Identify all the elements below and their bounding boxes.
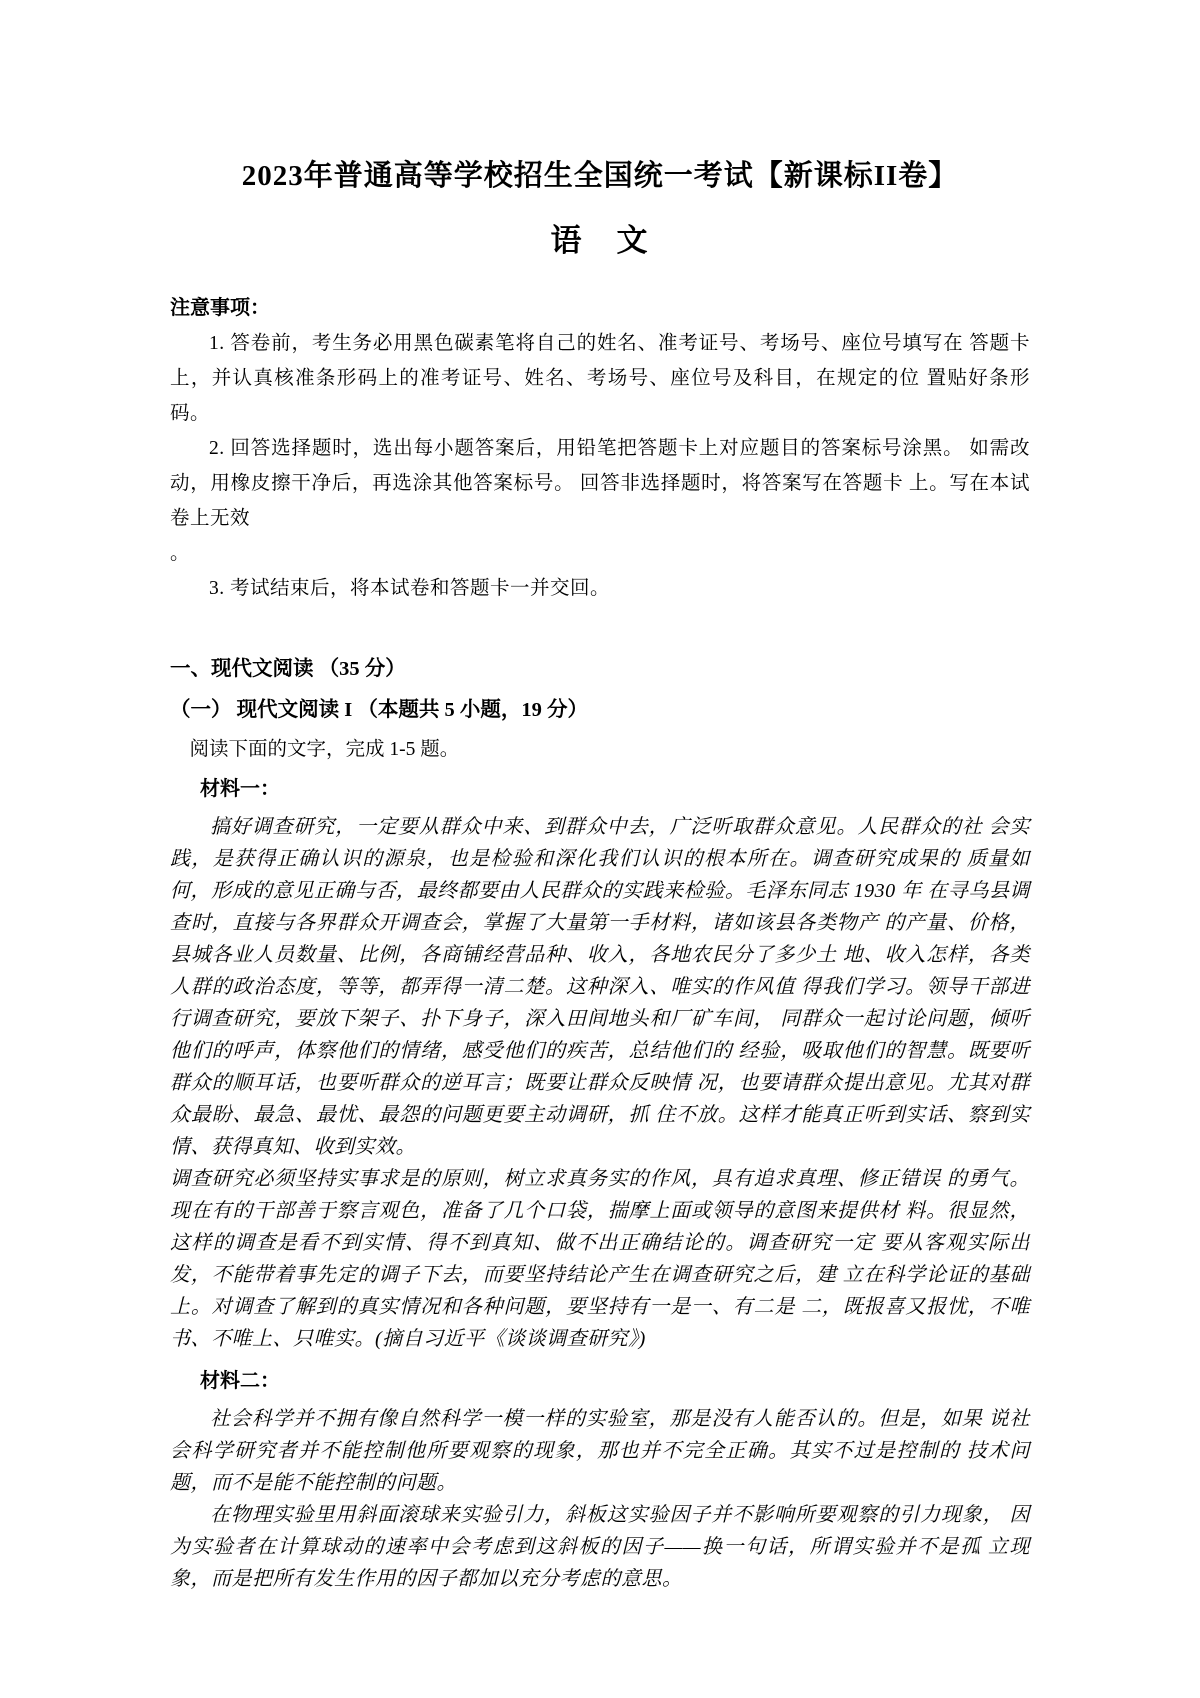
material-one-paragraph-1: 搞好调查研究，一定要从群众中来、到群众中去，广泛听取群众意见。人民群众的社 会实践，是获得正确认识的源泉，也是检验和深化我们认识的根本所在。调查研究成果的 质量如何，形成的意见正确与否，最终都要由人民群众的实践来检验。毛泽东同志 1930 年 在寻乌县调查时，直接与各界群众开调查会，掌握了大量第一手材料，诸如该县各类物产 的产量、价格，县城各业人员数量、比例，各商铺经营品种、收入，各地农民分了多少土 地、收入怎样，各类人群的政治态度，等等，都弄得一清二楚。这种深入、唯实的作风值 得我们学习。领导干部进行调查研究，要放下架子、扑下身子，深入田间地头和厂矿车间， 同群众一起讨论问题，倾听他们的呼声，体察他们的情绪，感受他们的疾苦，总结他们的 经验，吸取他们的智慧。既要听群众的顺耳话，也要听群众的逆耳言；既要让群众反映情 况，也要请群众提出意见。尤其对群众最盼、最急、最忧、最怨的问题更要主动调研，抓 住不放。这样才能真正听到实话、察到实情、获得真知、收到实效。 <box>170 815 1030 1158</box>
notice-item-3: 3. 考试结束后，将本试卷和答题卡一并交回。 <box>209 577 611 599</box>
section-modern-reading <box>170 656 1030 1595</box>
material-two-paragraph-2: 在物理实验里用斜面滚球来实验引力，斜板这实验因子并不影响所要观察的引力现象， 因为实验者在计算球动的速率中会考虑到这斜板的因子——换一句话，所谓实验并不是孤 立现象，而是把所有发生作用的因子都加以充分考虑的意思。 <box>170 1503 1030 1590</box>
subject-title: 语 文 <box>550 222 650 258</box>
material-one <box>170 776 1030 1355</box>
section-subheading: （一） 现代文阅读 I （本题共 5 小题，19 分） <box>170 698 588 721</box>
material-two-label: 材料二： <box>200 1369 280 1392</box>
notice-item-2: 2. 回答选择题时，选出每小题答案后，用铅笔把答题卡上对应题目的答案标号涂黑。 如需改动，用橡皮擦干净后，再选涂其他答案标号。 回答非选择题时，将答案写在答题卡 上。写在本试卷上无效 <box>170 437 1030 529</box>
notice-item-1: 1. 答卷前，考生务必用黑色碳素笔将自己的姓名、准考证号、考场号、座位号填写在 答题卡上，并认真核准条形码上的准考证号、姓名、考场号、座位号及科目，在规定的位 置贴好条形码。 <box>170 332 1030 424</box>
material-two <box>170 1368 1030 1595</box>
notice-heading: 注意事项： <box>170 296 270 319</box>
section-heading: 一、现代文阅读 （35 分） <box>170 657 406 680</box>
material-one-label: 材料一： <box>200 777 280 800</box>
notice-item-2-overflow-punctuation: 。 <box>170 542 191 564</box>
reading-instruction: 阅读下面的文字，完成 1-5 题。 <box>189 738 460 760</box>
material-one-paragraph-2: 调查研究必须坚持实事求是的原则，树立求真务实的作风，具有追求真理、修正错误 的勇气。现在有的干部善于察言观色，准备了几个口袋，揣摩上面或领导的意图来提供材 料。很显然，这样的调查是看不到实情、得不到真知、做不出正确结论的。调查研究一定 要从客观实际出发，不能带着事先定的调子下去，而要坚持结论产生在调查研究之后，建 立在科学论证的基础上。对调查了解到的真实情况和各种问题，要坚持有一是一、有二是 二，既报喜又报忧，不唯书、不唯上、只唯实。(摘自习近平《谈谈调查研究》) <box>170 1167 1030 1350</box>
notice-section <box>170 291 1030 606</box>
material-two-paragraph-1: 社会科学并不拥有像自然科学一模一样的实验室，那是没有人能否认的。但是，如果 说社会科学研究者并不能控制他所要观察的现象，那也并不完全正确。其实不过是控制的 技术问题，而不是能不能控制的问题。 <box>170 1407 1030 1494</box>
exam-title: 2023年普通高等学校招生全国统一考试【新课标II卷】 <box>241 160 959 192</box>
